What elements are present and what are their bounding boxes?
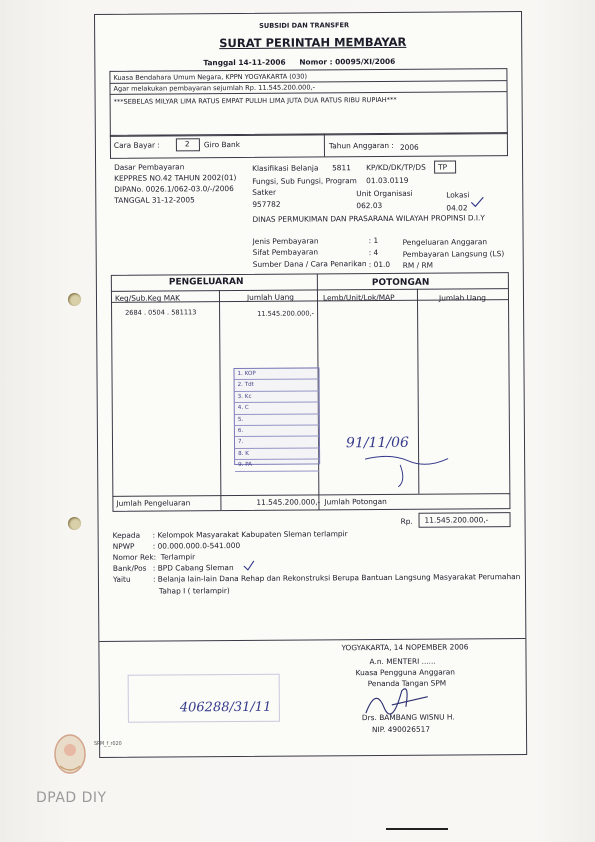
kd-label: KP/KD/DK/TP/DS (366, 162, 426, 173)
stamp-row: 1. KOP (234, 368, 318, 380)
sifat-label: Sifat Pembayaran (252, 247, 319, 257)
lokasi-label: Lokasi (446, 190, 470, 200)
bank-value: : BPD Cabang Sleman (152, 563, 234, 573)
agar-line: Agar melakukan pembayaran sejumlah Rp. 11.545.200.000,- (113, 83, 316, 93)
stamp-row: 7. (235, 437, 319, 449)
col-lemb: Lemb/Unit/Lok/MAP (322, 292, 395, 303)
sifat-code: : 4 (368, 248, 379, 258)
yaitu-label: Yaitu (112, 574, 131, 584)
lokasi-value: 04.02 (446, 203, 468, 213)
checkmark-icon (470, 196, 484, 208)
row-jumlah: 11.545.200.000,- (257, 309, 315, 318)
handwritten-date-note: 91/11/06 (345, 434, 409, 452)
yaitu-line1: : Belanja lain-lain Dana Rehap dan Rekonstruksi Berupa Bantuan Langsung Masyarakat Perumahan (152, 572, 521, 584)
kepada-label: Kepada (112, 530, 141, 540)
npwp-value: : 00.000.000.0-541.000 (152, 540, 241, 551)
punch-hole-1 (68, 293, 81, 306)
klasifikasi-label: Klasifikasi Belanja (252, 163, 319, 173)
dasar-label: Dasar Pembayaran (114, 162, 185, 172)
rp-label: Rp. (400, 516, 413, 526)
jenis-code: : 1 (368, 236, 379, 246)
spm-document (94, 11, 527, 758)
sign-role1: Kuasa Pengguna Anggaran (355, 667, 456, 678)
row-keg: 2684 . 0504 . 581113 (125, 308, 197, 317)
sumber-code: : 01.0 (368, 259, 391, 270)
sign-an: A.n. MENTERI ...... (369, 656, 436, 667)
handwritten-scribble (360, 451, 450, 492)
dasar-line2: DIPANo. 0026.1/062-03.0/-/2006 (114, 184, 234, 194)
kuasa-line: Kuasa Bendahara Umum Negara, KPPN YOGYAKARTA (030) (113, 72, 308, 82)
jenis-value: Pengeluaran Anggaran (402, 237, 488, 247)
checkmark-icon (243, 560, 255, 572)
stamp-row: 9. PA (235, 460, 319, 472)
doc-subtitle: SUBSIDI DAN TRANSFER (259, 21, 350, 30)
tahun-value: 2006 (399, 142, 419, 152)
jenis-label: Jenis Pembayaran (252, 236, 319, 246)
cara-bayar-code: 2 (184, 139, 190, 149)
cara-bayar-label: Cara Bayar : (113, 140, 160, 150)
kepada-value: : Kelompok Masyarakat Kabupaten Sleman terlampir (152, 529, 348, 540)
stamp-row: 3. Kc (235, 391, 319, 403)
col-jumlah: Jumlah Uang (246, 292, 295, 302)
sumber-value: RM / RM (402, 260, 434, 270)
cara-bayar-box (110, 132, 508, 159)
handwritten-bottom-note: 406288/31/11 (179, 699, 272, 716)
sign-role2: Penanda Tangan SPM (367, 678, 447, 689)
col-keg: Keg/Sub.Keg MAK (114, 293, 180, 303)
satker-value: 957782 (252, 199, 281, 209)
tahun-label: Tahun Anggaran : (328, 140, 394, 151)
sign-name: Drs. BAMBANG WISNU H. (361, 712, 455, 723)
rp-value: 11.545.200.000,- (424, 515, 489, 525)
dasar-line3: TANGGAL 31-12-2005 (114, 195, 195, 205)
rek-value: Terlampir (160, 552, 196, 562)
dasar-line1: KEPPRES NO.42 TAHUN 2002(01) (114, 173, 237, 183)
total-pot-label: Jumlah Potongan (324, 496, 387, 507)
dinas-line: DINAS PERMUKIMAN DAN PRASARANA WILAYAH PROPINSI D.I.Y (252, 213, 485, 224)
sumber-label: Sumber Dana / Cara Penarikan (252, 259, 367, 269)
potongan-header: POTONGAN (371, 277, 430, 289)
col-jumlah-2: Jumlah Uang (438, 293, 487, 303)
footer-rule (386, 828, 448, 830)
fungsi-value: 01.03.0119 (366, 175, 409, 186)
unit-value: 062.03 (356, 200, 383, 211)
satker-label: Satker (252, 187, 277, 197)
footer-small-code: SPM_f_r020 (94, 742, 122, 747)
fungsi-label: Fungsi, Sub Fungsi, Program (252, 176, 357, 186)
footer-watermark: DPAD DIY (36, 790, 107, 806)
kd-value: TP (438, 162, 448, 172)
stamp-row: 5. (235, 414, 319, 426)
verification-stamp (233, 367, 320, 469)
doc-nomor: Nomor : 00095/XI/2006 (299, 56, 396, 67)
terbilang-line: ***SEBELAS MILYAR LIMA RATUS EMPAT PULUH LIMA JUTA DUA RATUS RIBU RUPIAH*** (113, 95, 397, 106)
sifat-value: Pembayaran Langsung (LS) (402, 249, 505, 259)
rek-label: Nomor Rek: (112, 552, 157, 562)
bank-label: Bank/Pos (112, 563, 147, 573)
stamp-row: 8. K (235, 448, 319, 460)
stamp-row: 4. C (235, 403, 319, 415)
stamp-row: 6. (235, 425, 319, 437)
dpad-logo-icon (50, 730, 90, 780)
doc-title: SURAT PERINTAH MEMBAYAR (219, 34, 407, 51)
doc-tanggal: Tanggal 14-11-2006 (203, 57, 286, 68)
sign-place-date: YOGYAKARTA, 14 NOPEMBER 2006 (341, 642, 469, 653)
cara-bayar-value: Giro Bank (203, 139, 241, 150)
npwp-label: NPWP (112, 541, 135, 551)
punch-hole-2 (68, 517, 81, 530)
stamp-row: 2. Tdt (235, 380, 319, 392)
pengeluaran-header: PENGELUARAN (168, 276, 244, 288)
total-peng-value: 11.545.200.000,- (256, 497, 321, 507)
sign-nip: NIP. 490026517 (371, 724, 431, 735)
yaitu-line2: Tahap I ( terlampir) (158, 586, 230, 596)
total-peng-label: Jumlah Pengeluaran (116, 498, 191, 508)
klasifikasi-kode: 5811 (332, 163, 351, 173)
unit-label: Unit Organisasi (356, 188, 413, 199)
